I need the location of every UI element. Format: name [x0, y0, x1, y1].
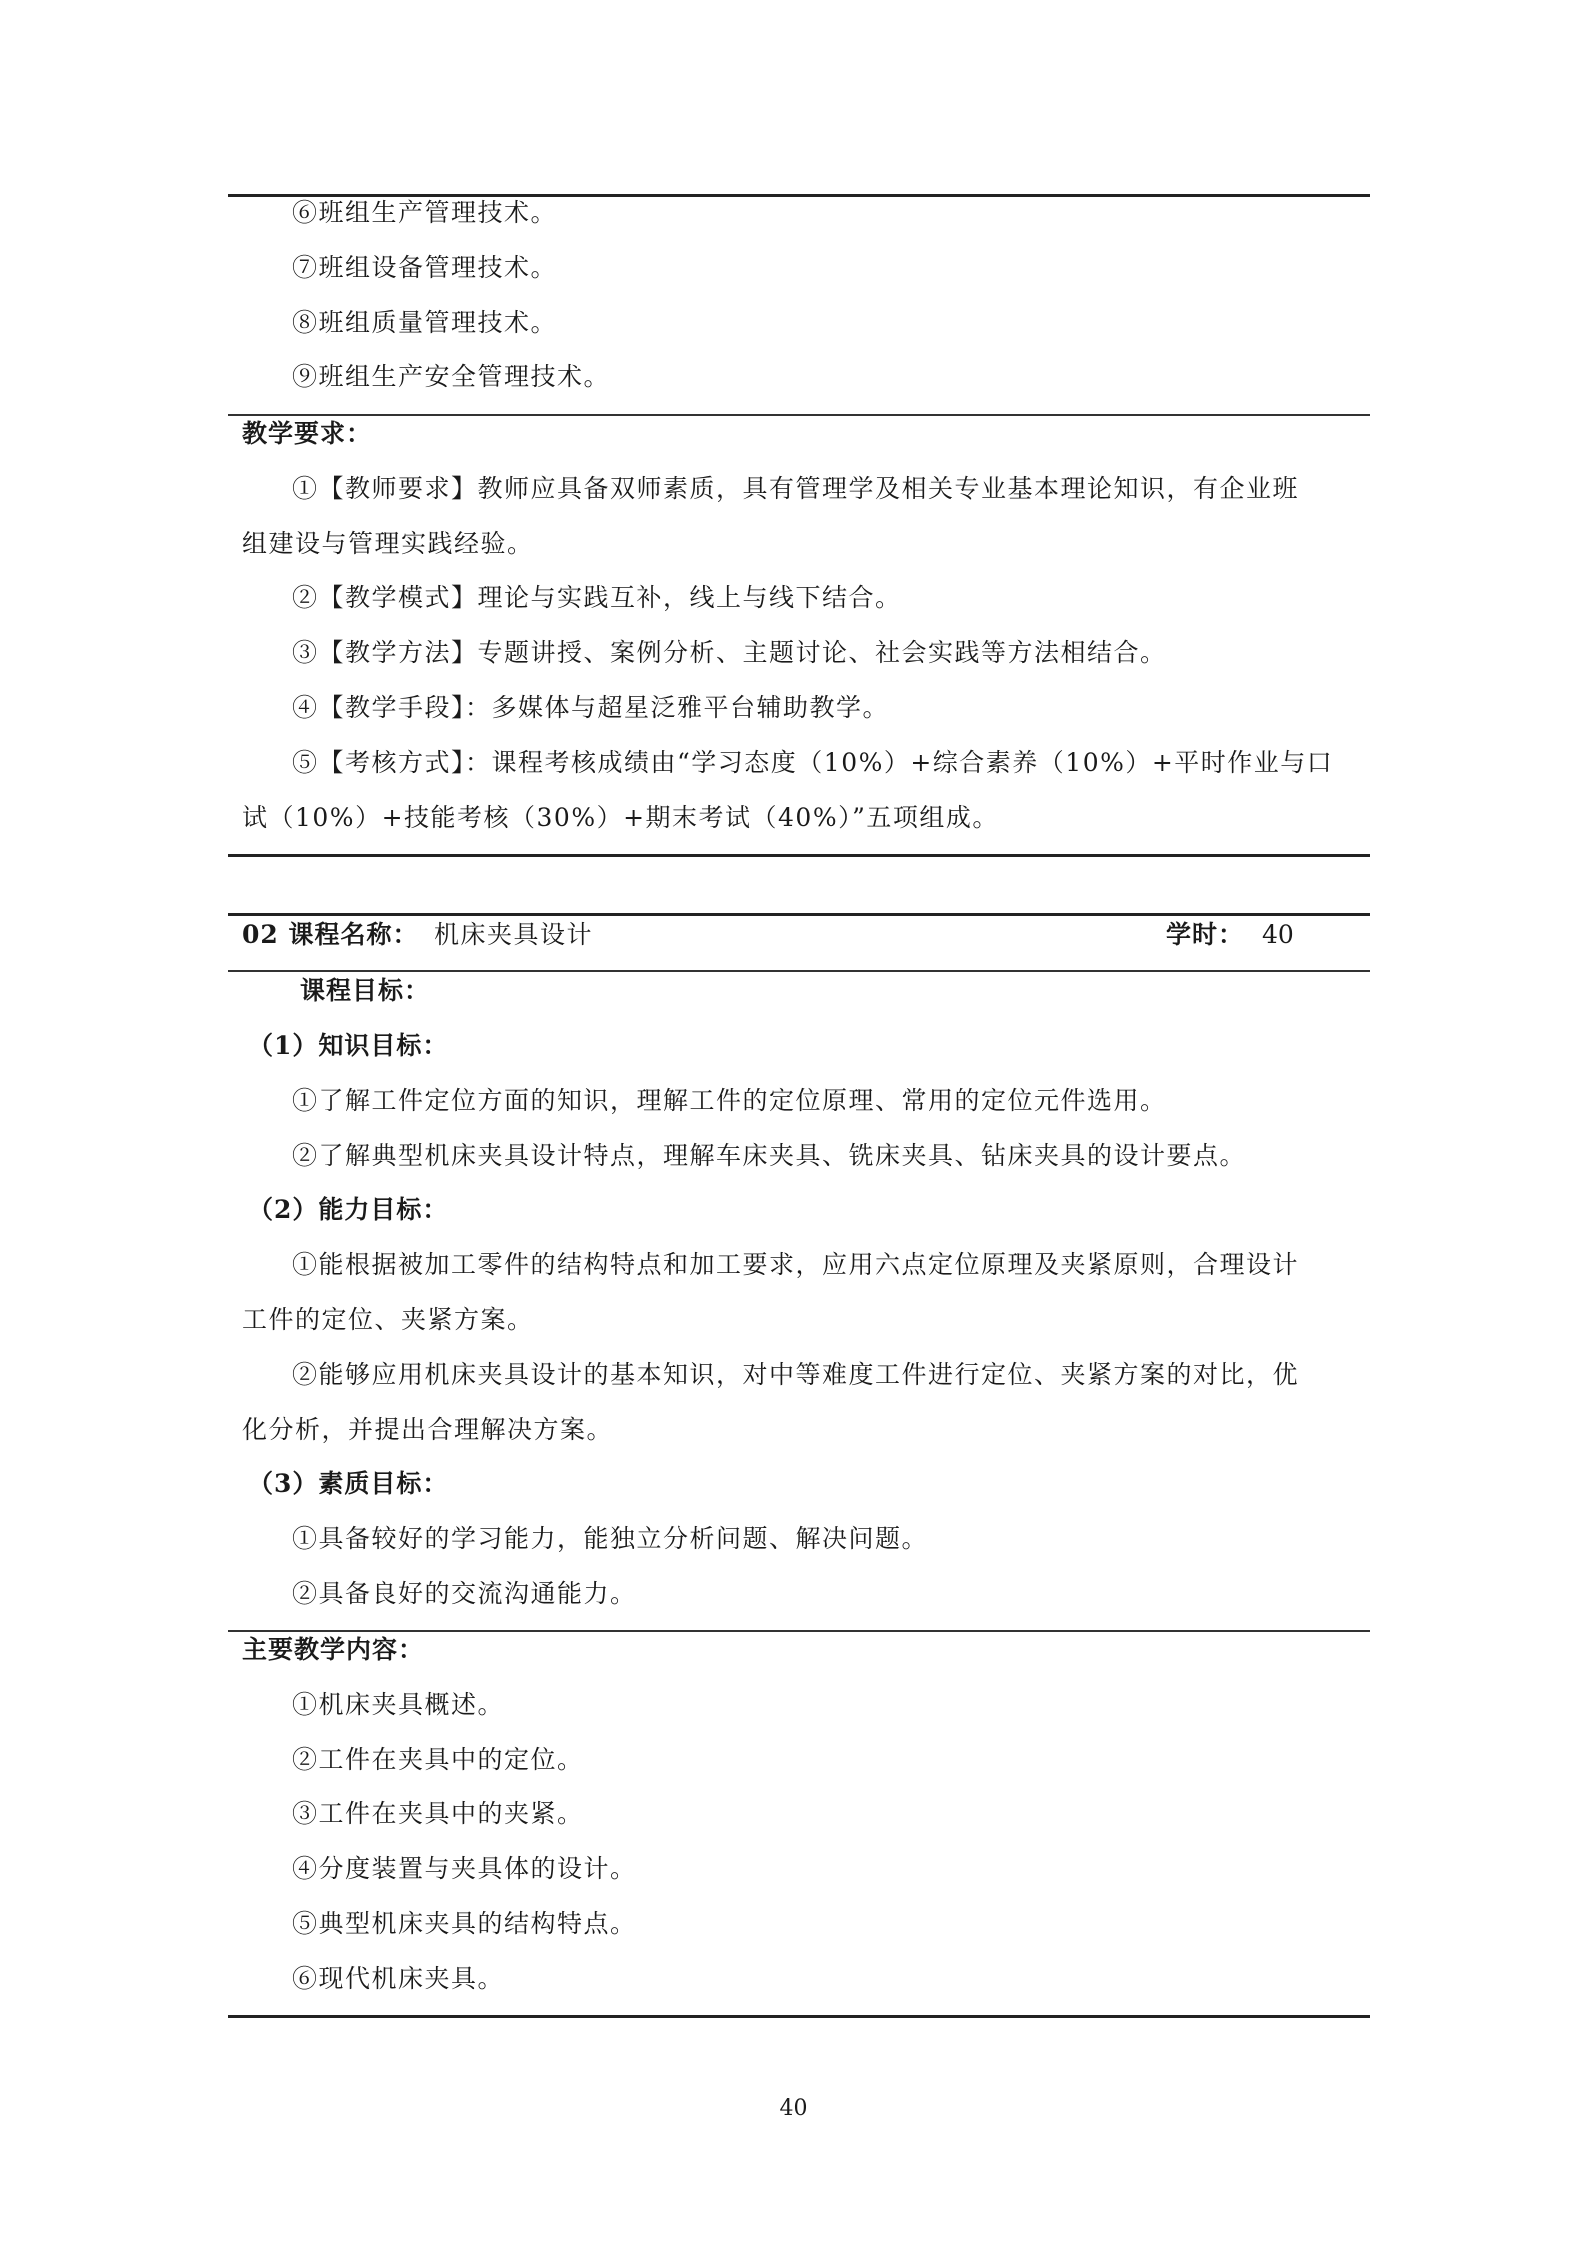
content-item: ①机床夹具概述。: [292, 1690, 505, 1719]
knowledge-objectives-heading: （1）知识目标：: [248, 1031, 449, 1060]
course-hours-label: 学时：: [1166, 920, 1245, 949]
course-objectives-heading: 课程目标：: [300, 976, 431, 1005]
course-name-label: 02 课程名称：: [242, 920, 419, 949]
course-header-top-rule: [228, 913, 1370, 916]
quality-objective: ②具备良好的交流沟通能力。: [292, 1579, 637, 1608]
main-content-heading: 主要教学内容：: [242, 1635, 425, 1664]
content-item: ③工件在夹具中的夹紧。: [292, 1799, 584, 1828]
section-end-rule: [228, 854, 1370, 857]
requirement-teacher: ①【教师要求】教师应具备双师素质，具有管理学及相关专业基本理论知识，有企业班: [292, 474, 1300, 503]
content-item: ④分度装置与夹具体的设计。: [292, 1854, 637, 1883]
content-item: ⑦班组设备管理技术。: [292, 253, 558, 282]
knowledge-objective: ②了解典型机床夹具设计特点，理解车床夹具、铣床夹具、钻床夹具的设计要点。: [292, 1141, 1247, 1170]
ability-objective-cont: 工件的定位、夹紧方案。: [242, 1305, 534, 1334]
quality-objective: ①具备较好的学习能力，能独立分析问题、解决问题。: [292, 1524, 929, 1553]
knowledge-objective: ①了解工件定位方面的知识，理解工件的定位原理、常用的定位元件选用。: [292, 1086, 1167, 1115]
ability-objective-cont: 化分析，并提出合理解决方案。: [242, 1415, 614, 1444]
course-end-rule: [228, 2015, 1370, 2018]
requirement-method: ③【教学方法】专题讲授、案例分析、主题讨论、社会实践等方法相结合。: [292, 638, 1167, 667]
course-name-value: 机床夹具设计: [434, 920, 594, 949]
page-number: 40: [779, 2096, 808, 2121]
content-item: ⑧班组质量管理技术。: [292, 308, 558, 337]
course-header-bottom-rule: [228, 970, 1370, 972]
ability-objectives-heading: （2）能力目标：: [248, 1195, 449, 1224]
content-item: ⑥班组生产管理技术。: [292, 198, 558, 227]
requirement-assessment: ⑤【考核方式】：课程考核成绩由“学习态度（10%）+综合素养（10%）+平时作业与口: [292, 748, 1334, 777]
quality-objectives-heading: （3）素质目标：: [248, 1469, 449, 1498]
content-item: ⑤典型机床夹具的结构特点。: [292, 1909, 637, 1938]
content-item: ⑨班组生产安全管理技术。: [292, 362, 611, 391]
requirement-means: ④【教学手段】：多媒体与超星泛雅平台辅助教学。: [292, 693, 890, 722]
content-item: ⑥现代机床夹具。: [292, 1964, 505, 1993]
course-hours-value: 40: [1262, 920, 1294, 949]
section-divider: [228, 1630, 1370, 1632]
requirement-mode: ②【教学模式】理论与实践互补，线上与线下结合。: [292, 583, 902, 612]
requirement-assessment-cont: 试（10%）+技能考核（30%）+期末考试（40%）”五项组成。: [242, 803, 999, 832]
content-item: ②工件在夹具中的定位。: [292, 1745, 584, 1774]
section-divider: [228, 414, 1370, 416]
teaching-requirements-heading: 教学要求：: [242, 419, 373, 448]
requirement-teacher-cont: 组建设与管理实践经验。: [242, 529, 534, 558]
ability-objective: ②能够应用机床夹具设计的基本知识，对中等难度工件进行定位、夹紧方案的对比，优: [292, 1360, 1300, 1389]
ability-objective: ①能根据被加工零件的结构特点和加工要求，应用六点定位原理及夹紧原则，合理设计: [292, 1250, 1300, 1279]
